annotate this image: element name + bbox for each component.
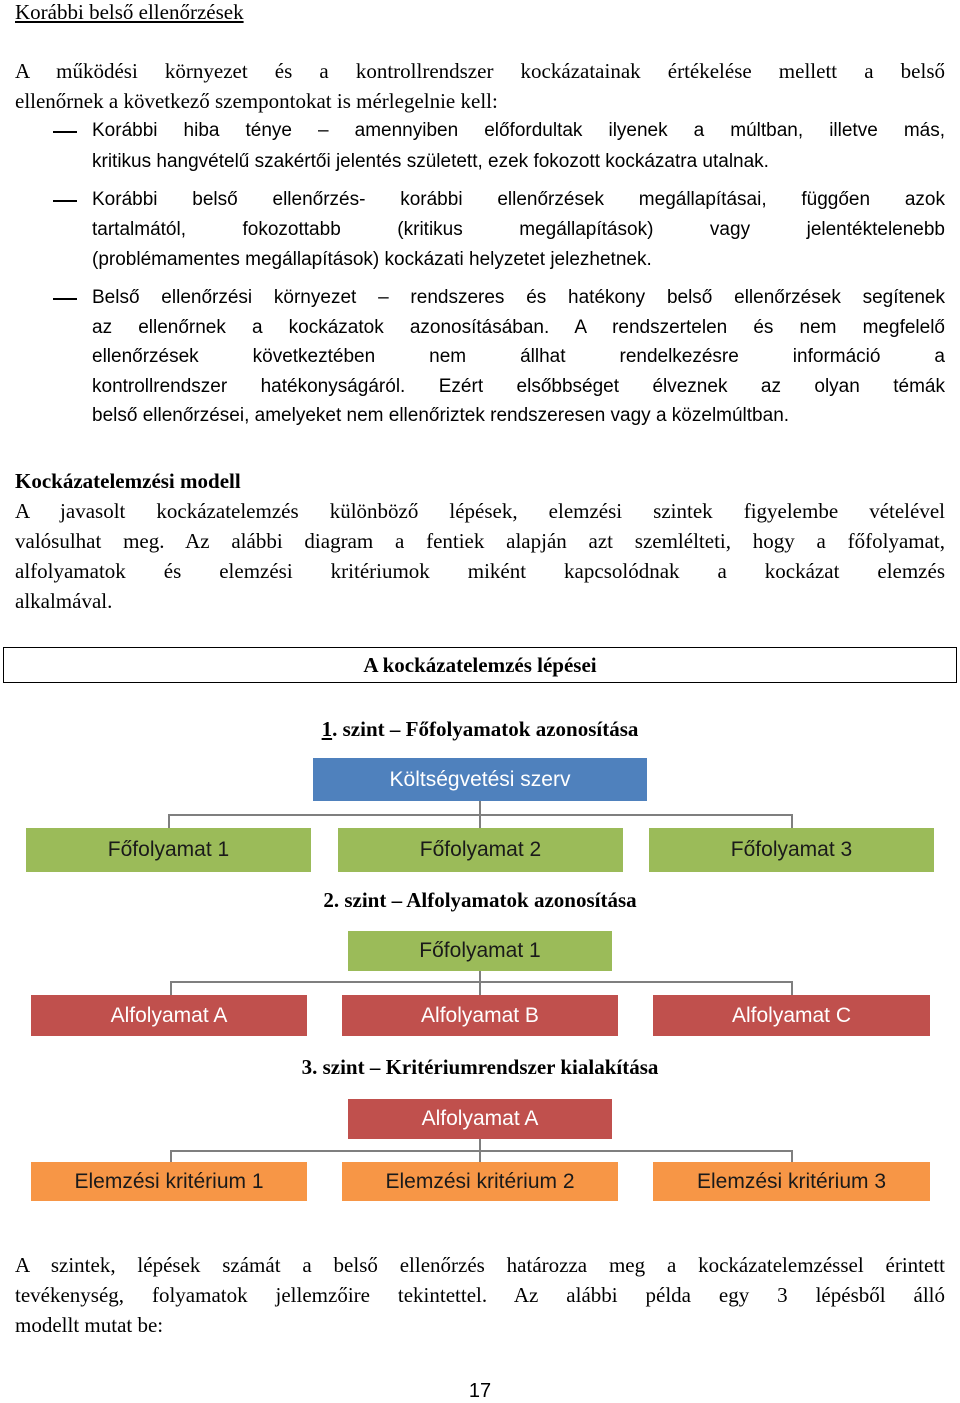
level-1-child-3: Főfolyamat 3 bbox=[649, 828, 934, 872]
bullet-3-line-2: az ellenőrnek a kockázatok azonosításában. A rendszertelen és nem megfelelő bbox=[92, 317, 945, 338]
bullet-3-line-5: belső ellenőrzései, amelyeket nem ellenőriztek rendszeresen vagy a közelmúltban. bbox=[92, 405, 790, 426]
bullet-2-line-2: tartalmától, fokozottabb (kritikus megállapítások) vagy jelentéktelenebb bbox=[92, 219, 945, 240]
level-3-child-1: Elemzési kritérium 1 bbox=[31, 1162, 307, 1201]
bullet-3-line-3: ellenőrzések következtében nem állhat rendelkezésre információ a bbox=[92, 346, 945, 367]
bullet-3-line-1: Belső ellenőrzési környezet – rendszeres és hatékony belső ellenőrzések segítenek bbox=[92, 287, 945, 308]
bullet-1-line-1: Korábbi hiba ténye – amennyiben előfordultak ilyenek a múltban, illetve más, bbox=[92, 120, 945, 141]
level-3-child-3: Elemzési kritérium 3 bbox=[653, 1162, 930, 1201]
bullet-3-line-4: kontrollrendszer hatékonyságáról. Ezért elsőbbséget élveznek az olyan témák bbox=[92, 376, 945, 397]
level-1-heading bbox=[0, 717, 960, 742]
diagram-title-box: A kockázatelemzés lépései bbox=[3, 647, 957, 683]
intro-line-1: A működési környezet és a kontrollrendszer kockázatainak értékelése mellett a belső bbox=[15, 59, 945, 83]
closing-line-1: A szintek, lépések számát a belső ellenőrzés határozza meg a kockázatelemzéssel érintett bbox=[15, 1253, 945, 1277]
level-2-connector-bar bbox=[170, 981, 793, 983]
level-2-connector-mid bbox=[479, 981, 481, 995]
level-1-child-2: Főfolyamat 2 bbox=[338, 828, 623, 872]
level-3-heading: 3. szint – Kritériumrendszer kialakítása bbox=[301, 1055, 659, 1079]
level-3-child-2: Elemzési kritérium 2 bbox=[342, 1162, 618, 1201]
model-heading: Kockázatelemzési modell bbox=[15, 469, 241, 493]
intro-line-2: ellenőrnek a következő szempontokat is mérlegelnie kell: bbox=[15, 89, 498, 113]
model-line-3: alfolyamatok és elemzési kritériumok miként kapcsolódnak a kockázat elemzés bbox=[15, 559, 945, 583]
level-1-connector-right bbox=[791, 814, 793, 828]
bullet-1-line-2: kritikus hangvételű szakértői jelentés született, ezek fokozott kockázatra utalnak. bbox=[92, 151, 769, 172]
bullet-dash-1 bbox=[53, 131, 77, 133]
section-title: Korábbi belső ellenőrzések bbox=[15, 0, 244, 24]
level-2-connector-right bbox=[791, 981, 793, 995]
level-1-connector-mid bbox=[479, 814, 481, 828]
model-line-4: alkalmával. bbox=[15, 589, 113, 613]
closing-line-2: tevékenység, folyamatok jellemzőire tekintettel. Az alábbi példa egy 3 lépésből álló bbox=[15, 1283, 945, 1307]
level-2-child-1: Alfolyamat A bbox=[31, 995, 307, 1036]
level-1-connector-stem bbox=[479, 801, 481, 815]
closing-line-3: modellt mutat be: bbox=[15, 1313, 164, 1337]
bullet-2-line-3: (problémamentes megállapítások) kockázati helyzetet jelezhetnek. bbox=[92, 249, 652, 270]
page-number: 17 bbox=[468, 1380, 492, 1402]
level-1-heading-text: . szint – Főfolyamatok azonosítása bbox=[332, 717, 639, 741]
level-3-connector-left bbox=[170, 1150, 172, 1162]
level-1-child-1: Főfolyamat 1 bbox=[26, 828, 311, 872]
level-3-connector-bar bbox=[170, 1150, 793, 1152]
level-1-number: 1 bbox=[321, 717, 333, 741]
level-2-child-3: Alfolyamat C bbox=[653, 995, 930, 1036]
level-1-connector-left bbox=[168, 814, 170, 828]
level-2-connector-left bbox=[170, 981, 172, 995]
level-2-child-2: Alfolyamat B bbox=[342, 995, 618, 1036]
level-3-connector-right bbox=[791, 1150, 793, 1162]
level-3-connector-mid bbox=[479, 1150, 481, 1162]
level-2-heading: 2. szint – Alfolyamatok azonosítása bbox=[323, 888, 637, 912]
bullet-dash-3 bbox=[53, 298, 77, 300]
level-3-parent-box: Alfolyamat A bbox=[348, 1099, 612, 1139]
model-line-1: A javasolt kockázatelemzés különböző lépések, elemzési szintek figyelembe vételével bbox=[15, 499, 945, 523]
level-1-parent-box: Költségvetési szerv bbox=[313, 758, 647, 801]
level-2-parent-box: Főfolyamat 1 bbox=[348, 931, 612, 971]
bullet-2-line-1: Korábbi belső ellenőrzés- korábbi ellenőrzések megállapításai, függően azok bbox=[92, 189, 945, 210]
bullet-dash-2 bbox=[53, 200, 77, 202]
model-line-2: valósulhat meg. Az alábbi diagram a fentiek alapján azt szemlélteti, hogy a főfolyamat, bbox=[15, 529, 945, 553]
